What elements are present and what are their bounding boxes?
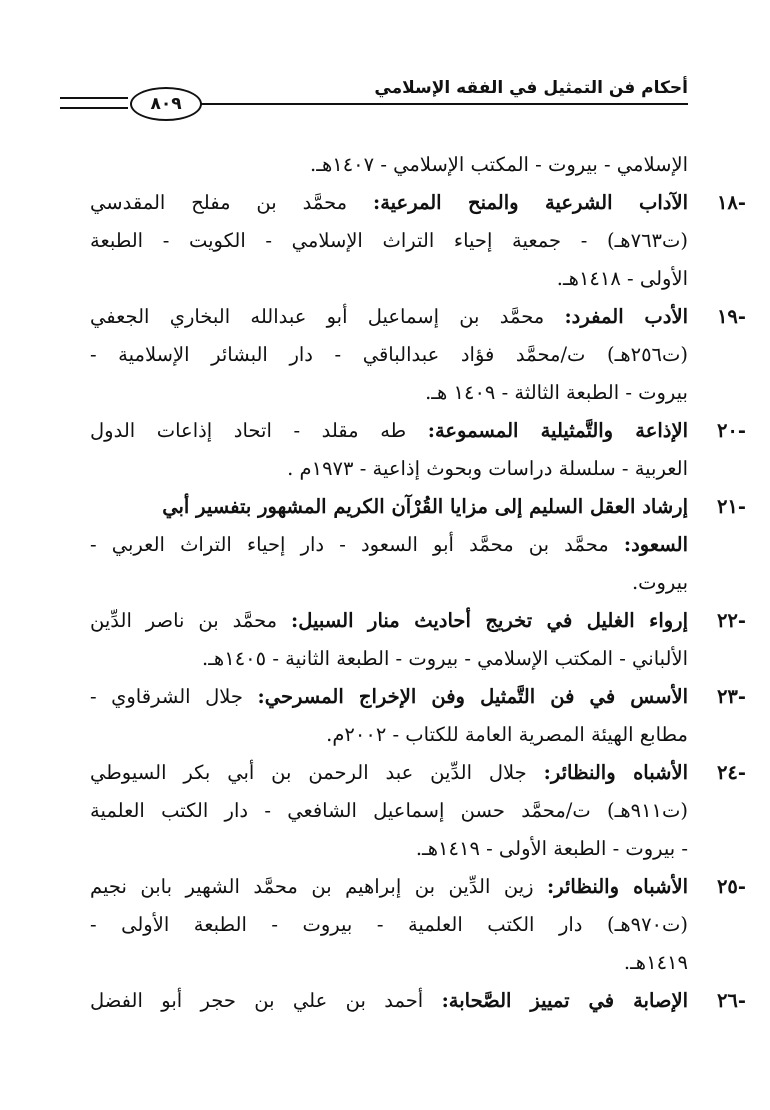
entry-author: جلال الدِّين عبد الرحمن بن أبي بكر السيوطي — [90, 761, 544, 784]
page-header — [60, 70, 688, 130]
entry-line: مطابع الهيئة المصرية العامة للكتاب - ٢٠٠٢م. — [326, 723, 688, 746]
bibliography-entry — [90, 298, 746, 412]
entry-author: محمَّد بن مفلح المقدسي — [90, 191, 374, 214]
entry-first-line — [90, 678, 688, 716]
entry-first-line — [90, 868, 688, 906]
entry-author: أحمد بن علي بن حجر أبو الفضل — [90, 989, 442, 1012]
entry-number: -٢١ — [716, 495, 746, 518]
entry-author: محمَّد بن إسماعيل أبو عبدالله البخاري الجعفي — [90, 305, 565, 328]
entry-number: -٢٦ — [716, 989, 746, 1012]
entry-first-line — [90, 412, 688, 450]
header-double-rule — [60, 97, 128, 109]
entry-line: العربية - سلسلة دراسات وبحوث إذاعية - ١٩٧٣م . — [287, 457, 688, 480]
entry-line: - بيروت - الطبعة الأولى - ١٤١٩هـ. — [415, 837, 688, 860]
entry-author: جلال الشرقاوي - — [90, 685, 258, 708]
bibliography-entry — [90, 982, 746, 1020]
entry-number: -٢٣ — [716, 685, 746, 708]
entry-number: -١٨ — [716, 191, 746, 214]
entry-number: -٢٢ — [716, 609, 746, 632]
entry-line: الأولى - ١٤١٨هـ. — [556, 267, 688, 290]
entry-line: (ت٩١١هـ) ت/محمَّد حسن إسماعيل الشافعي - دار الكتب العلمية — [90, 799, 688, 822]
bibliography-entry — [90, 488, 746, 602]
bibliography-entry — [90, 754, 746, 868]
entry-author: زين الدِّين بن إبراهيم بن محمَّد الشهير بابن نجيم — [90, 875, 548, 898]
entry-line: (ت٢٥٦هـ) ت/محمَّد فؤاد عبدالباقي - دار البشائر الإسلامية - — [90, 343, 688, 366]
entry-number: -١٩ — [716, 305, 746, 328]
continuation-line: الإسلامي - بيروت - المكتب الإسلامي - ١٤٠٧هـ. — [310, 153, 688, 176]
entry-first-line — [90, 754, 688, 792]
entry-author: محمَّد بن محمَّد أبو السعود - دار إحياء التراث العربي - — [90, 533, 624, 556]
entry-number: -٢٤ — [716, 761, 746, 784]
entry-first-line — [90, 298, 688, 336]
entry-author: محمَّد بن ناصر الدِّين — [90, 609, 292, 632]
entry-line: ١٤١٩هـ. — [623, 951, 688, 974]
entry-title: الأشباه والنظائر: — [543, 761, 688, 784]
entry-number: -٢٠ — [716, 419, 746, 442]
entry-title: الأشباه والنظائر: — [547, 875, 688, 898]
header-rule — [190, 103, 688, 105]
entry-title-cont: السعود: — [623, 533, 688, 556]
bibliography-entry — [90, 678, 746, 754]
entry-title: الإصابة في تمييز الصَّحابة: — [441, 989, 688, 1012]
entry-line: الألباني - المكتب الإسلامي - بيروت - الطبعة الثانية - ١٤٠٥هـ. — [202, 647, 688, 670]
bibliography-entry — [90, 868, 746, 982]
entry-line: بيروت - الطبعة الثالثة - ١٤٠٩ هـ. — [425, 381, 688, 404]
entry-title: إرشاد العقل السليم إلى مزايا القُرْآن الكريم المشهور بتفسير أبي — [162, 495, 688, 518]
entry-title: الإذاعة والتَّمثيلية المسموعة: — [427, 419, 688, 442]
entry-title: الآداب الشرعية والمنح المرعية: — [373, 191, 688, 214]
entry-first-line — [90, 488, 688, 526]
entry-first-line — [90, 602, 688, 640]
entry-first-line — [90, 184, 688, 222]
entry-line: بيروت. — [631, 571, 688, 594]
entry-line: (ت٩٧٠هـ) دار الكتب العلمية - بيروت - الطبعة الأولى - — [90, 913, 688, 936]
bibliography-entry — [90, 412, 746, 488]
entry-second-line — [90, 526, 688, 564]
entry-title: إرواء الغليل في تخريج أحاديث منار السبيل: — [291, 609, 688, 632]
entry-number: -٢٥ — [716, 875, 746, 898]
entry-title: الأدب المفرد: — [564, 305, 688, 328]
bibliography-entry — [90, 602, 746, 678]
entry-author: طه مقلد - اتحاد إذاعات الدول — [90, 419, 428, 442]
running-title: أحكام فن التمثيل في الفقه الإسلامي — [374, 78, 688, 98]
entry-first-line — [90, 982, 688, 1020]
entry-title: الأسس في فن التَّمثيل وفن الإخراج المسرحي: — [257, 685, 688, 708]
page-number: ٨٠٩ — [130, 87, 202, 121]
bibliography-list — [90, 146, 746, 1020]
entry-line: (ت٧٦٣هـ) - جمعية إحياء التراث الإسلامي - الكويت - الطبعة — [90, 229, 688, 252]
bibliography-entry — [90, 184, 746, 298]
